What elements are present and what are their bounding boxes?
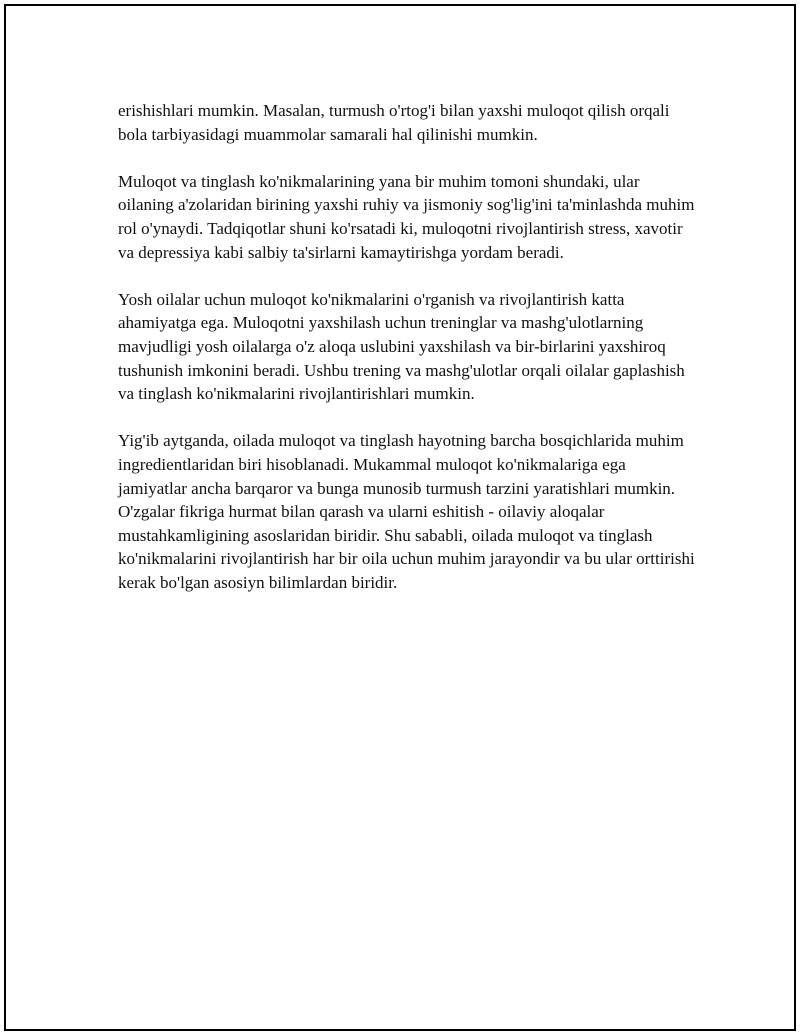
paragraph-4: Yig'ib aytganda, oilada muloqot va tinglash hayotning barcha bosqichlarida muhim ingredientlaridan biri hisoblanadi. Mukammal muloqot ko'nikmalariga ega jamiyatlar ancha barqaror va bunga munosib turmush tarzini yaratishlari mumkin. O'zgalar fikriga hurmat bilan qarash va ularni eshitish - oilaviy aloqalar mustahkamligining asoslaridan biridir. Shu sababli, oilada muloqot va tinglash ko'nikmalarini rivojlantirish har bir oila uchun muhim jarayondir va bu ular orttirishi kerak bo'lgan asosiyn bilimlardan biridir. xyxy=(118,431,695,592)
paragraph-1: erishishlari mumkin. Masalan, turmush o'rtog'i bilan yaxshi muloqot qilish orqali bola tarbiyasidagi muammolar samarali hal qilinishi mumkin. xyxy=(118,101,670,144)
paragraph-2: Muloqot va tinglash ko'nikmalarining yana bir muhim tomoni shundaki, ular oilaning a'zolaridan birining yaxshi ruhiy va jismoniy sog'lig'ini ta'minlashda muhim rol o'ynaydi. Tadqiqotlar shuni ko'rsatadi ki, muloqotni rivojlantirish stress, xavotir va depressiya kabi salbiy ta'sirlarni kamaytirishga yordam beradi. xyxy=(118,171,695,262)
page-frame xyxy=(4,4,796,1031)
document-body xyxy=(118,99,698,618)
paragraph-3: Yosh oilalar uchun muloqot ko'nikmalarini o'rganish va rivojlantirish katta ahamiyatga ega. Muloqotni yaxshilash uchun treninglar va mashg'ulotlarning mavjudligi yosh oilalarga o'z aloqa uslubini yaxshilash va bir-birlarini yaxshiroq tushunish imkonini beradi. Ushbu trening va mashg'ulotlar orqali oilalar gaplashish va tinglash ko'nikmalarini rivojlantirishlari mumkin. xyxy=(118,289,685,404)
